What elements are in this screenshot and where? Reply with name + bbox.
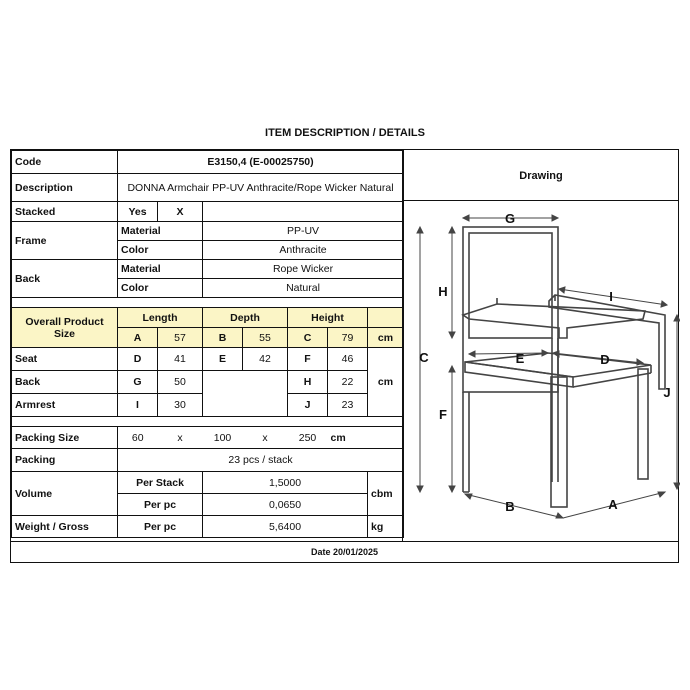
chair-back-inner — [469, 233, 552, 338]
stacked-yes: Yes — [118, 202, 158, 222]
back-color-value: Natural — [203, 279, 404, 298]
spec-table — [11, 150, 404, 538]
volume-per-pc-label: Per pc — [118, 494, 203, 516]
weight-unit: kg — [368, 516, 404, 538]
dim-key-g: G — [118, 371, 158, 394]
dim-arrow-j-bottom — [674, 483, 680, 489]
armrest-label: Armrest — [12, 394, 118, 417]
code-label: Code — [12, 151, 118, 174]
stacked-label: Stacked — [12, 202, 118, 222]
weight-per-pc-label: Per pc — [118, 516, 203, 538]
drawing-heading: Drawing — [402, 150, 679, 201]
dim-arrow-b-left — [465, 494, 472, 499]
weight-value: 5,6400 — [203, 516, 368, 538]
dim-arrow-e-right — [542, 350, 548, 356]
spacer-row-2 — [12, 417, 404, 427]
label-j: J — [663, 385, 671, 400]
frame-material-value: PP-UV — [203, 222, 404, 241]
packing-label: Packing — [12, 449, 118, 472]
dim-value-a: 57 — [158, 328, 203, 348]
frame-material-row — [12, 222, 404, 241]
weight-label: Weight / Gross — [12, 516, 118, 538]
back-material-label: Material — [118, 260, 203, 279]
seat-label: Seat — [12, 348, 118, 371]
label-c: C — [419, 350, 429, 365]
frame-color-label: Color — [118, 241, 203, 260]
volume-stack-row — [12, 472, 404, 494]
dim-arrow-e-left — [469, 351, 475, 357]
front-right-leg — [638, 369, 648, 479]
height-header: Height — [288, 308, 368, 328]
dim-arrow-c-top — [417, 227, 423, 233]
description-label: Description — [12, 174, 118, 202]
dim-key-a: A — [118, 328, 158, 348]
frame-material-label: Material — [118, 222, 203, 241]
packing-size-x2: x — [243, 427, 288, 449]
code-row — [12, 151, 404, 174]
stacked-mark: X — [158, 202, 203, 222]
dim-key-b: B — [203, 328, 243, 348]
label-f: F — [439, 407, 447, 422]
back-material-row — [12, 260, 404, 279]
packing-value: 23 pcs / stack — [118, 449, 404, 472]
packing-size-x1: x — [158, 427, 203, 449]
dim-key-h: H — [288, 371, 328, 394]
dim-value-b: 55 — [243, 328, 288, 348]
weight-row — [12, 516, 404, 538]
back-material-value: Rope Wicker — [203, 260, 404, 279]
left-armrest — [463, 304, 645, 338]
volume-unit: cbm — [368, 472, 404, 516]
dimension-header-blank — [368, 308, 404, 328]
dim-value-i: 30 — [158, 394, 203, 417]
spacer-cell-2 — [12, 417, 404, 427]
dim-key-c: C — [288, 328, 328, 348]
label-d: D — [600, 352, 610, 367]
detail-unit: cm — [368, 348, 404, 417]
dim-arrow-a-right — [658, 492, 665, 497]
description-row — [12, 174, 404, 202]
packing-size-h: 250 — [288, 427, 328, 449]
per-stack-label: Per Stack — [118, 472, 203, 494]
stacked-row — [12, 202, 404, 222]
label-a: A — [608, 497, 618, 512]
armrest-row — [12, 394, 404, 417]
front-left-leg — [551, 377, 567, 507]
packing-row — [12, 449, 404, 472]
code-value: E3150,4 (E-00025750) — [118, 151, 404, 174]
dim-value-g: 50 — [158, 371, 203, 394]
dim-value-h: 22 — [328, 371, 368, 394]
dim-key-i: I — [118, 394, 158, 417]
dim-arrow-j-top — [674, 315, 680, 321]
drawing-panel — [402, 201, 679, 541]
description-value: DONNA Armchair PP-UV Anthracite/Rope Wicker Natural — [118, 174, 404, 202]
frame-color-value: Anthracite — [203, 241, 404, 260]
back-label: Back — [12, 260, 118, 298]
dim-arrow-h-top — [449, 227, 455, 233]
back-color-label: Color — [118, 279, 203, 298]
back-dim-label: Back — [12, 371, 118, 394]
per-stack-value: 1,5000 — [203, 472, 368, 494]
dim-arrow-f-top — [449, 366, 455, 372]
packing-size-w: 100 — [203, 427, 243, 449]
label-i: I — [609, 289, 613, 304]
packing-size-row — [12, 427, 404, 449]
dim-key-d: D — [118, 348, 158, 371]
volume-label: Volume — [12, 472, 118, 516]
dimension-header-row — [12, 308, 404, 328]
chair-back-outer — [463, 227, 558, 392]
stacked-empty — [203, 202, 404, 222]
dim-arrow-g-right — [552, 215, 558, 221]
dim-value-f: 46 — [328, 348, 368, 371]
dim-line-d — [553, 353, 643, 363]
packing-size-l: 60 — [118, 427, 158, 449]
label-h: H — [438, 284, 448, 299]
packing-size-unit: cm — [328, 427, 368, 449]
page-title: ITEM DESCRIPTION / DETAILS — [265, 127, 425, 139]
back-dim-row — [12, 371, 404, 394]
frame-label: Frame — [12, 222, 118, 260]
dim-value-d: 41 — [158, 348, 203, 371]
label-b: B — [505, 499, 515, 514]
dim-arrow-d-left — [553, 351, 559, 357]
details-sheet — [10, 149, 679, 563]
dim-arrow-h-bottom — [449, 332, 455, 338]
dim-key-f: F — [288, 348, 328, 371]
spacer-row — [12, 298, 404, 308]
dim-arrow-i-left — [559, 287, 565, 293]
dim-key-e: E — [203, 348, 243, 371]
dim-arrow-f-bottom — [449, 486, 455, 492]
packing-size-label: Packing Size — [12, 427, 118, 449]
volume-per-pc-value: 0,0650 — [203, 494, 368, 516]
armrest-empty — [203, 394, 288, 417]
overall-size-label: Overall Product Size — [12, 308, 118, 348]
dim-line-i — [559, 289, 667, 305]
spacer-cell — [12, 298, 404, 308]
packing-size-blank — [368, 427, 404, 449]
dim-value-e: 42 — [243, 348, 288, 371]
label-g: G — [504, 211, 516, 226]
dim-arrow-c-bottom — [417, 486, 423, 492]
dim-value-c: 79 — [328, 328, 368, 348]
chair-frame — [463, 227, 665, 507]
overall-unit: cm — [368, 328, 404, 348]
footer-date: Date 20/01/2025 — [11, 541, 678, 563]
dim-arrow-i-right — [661, 301, 667, 307]
dim-arrow-g-left — [463, 215, 469, 221]
label-e: E — [515, 351, 525, 366]
dim-arrow-b-right — [556, 513, 563, 518]
seat-row — [12, 348, 404, 371]
back-dim-empty — [203, 371, 288, 394]
dim-value-j: 23 — [328, 394, 368, 417]
dim-key-j: J — [288, 394, 328, 417]
length-header: Length — [118, 308, 203, 328]
chair-drawing — [403, 201, 680, 541]
depth-header: Depth — [203, 308, 288, 328]
